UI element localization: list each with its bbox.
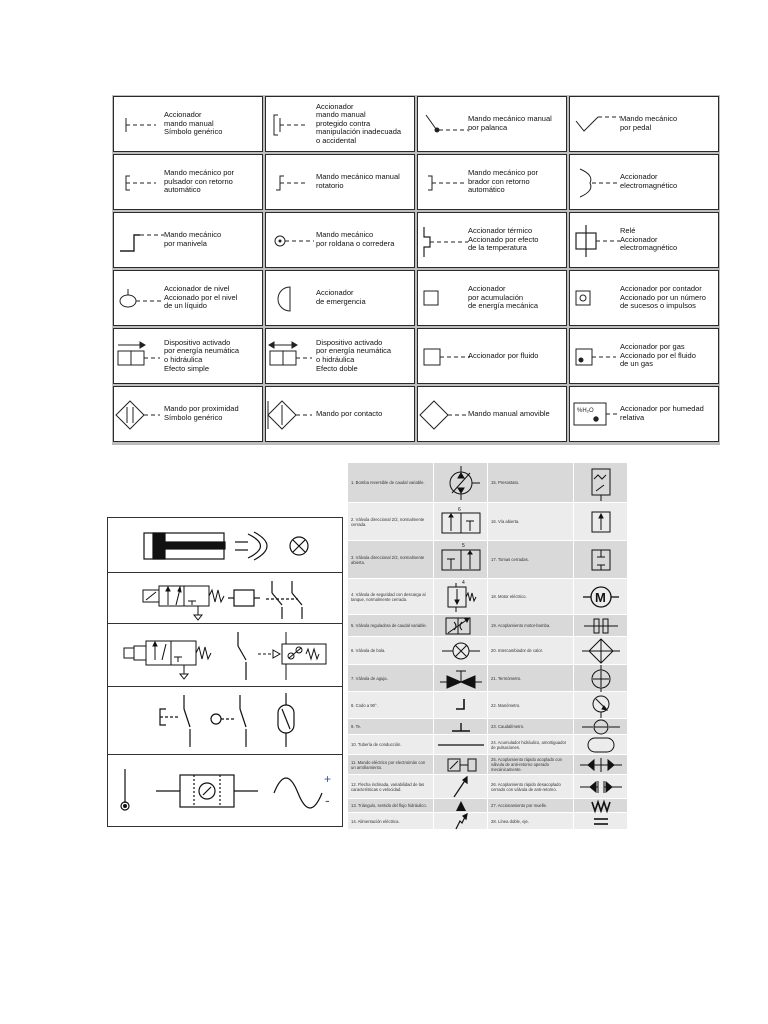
- cell-label: Accionador por fluido: [468, 350, 539, 360]
- cell-label: Mando por proximidad Símbolo genérico: [164, 404, 239, 422]
- table-row: [348, 665, 628, 692]
- actuator-symbol-table: [112, 95, 720, 445]
- symbol-description: 22. Manómetro.: [488, 692, 574, 719]
- cell-label: Accionador de emergencia: [316, 288, 366, 306]
- reed-switch-icon: [278, 693, 294, 747]
- open-way-icon: [574, 503, 628, 541]
- cell-thermal: [417, 212, 567, 268]
- lamp-icon: [290, 537, 308, 555]
- tee-icon: [434, 719, 488, 735]
- needle-valve-icon: [434, 665, 488, 692]
- cell-label: Mando mecánico por pedal: [620, 114, 678, 132]
- accumulator-icon: [574, 735, 628, 755]
- roller-switch-icon: [211, 695, 246, 747]
- safety-valve-icon: [434, 579, 488, 615]
- table-row: [348, 579, 628, 615]
- table-row: [348, 813, 628, 830]
- symbol-description: 21. Termómetro.: [488, 665, 574, 692]
- heat-exchanger-icon: [574, 637, 628, 665]
- cell-removable: [417, 386, 567, 442]
- pump-icon: [434, 463, 488, 503]
- switch-contact-icon: [238, 632, 246, 680]
- plus-sign: +: [324, 772, 332, 786]
- triangle-icon: [434, 799, 488, 813]
- cell-label: Mando mecánico por brador con retorno automático: [468, 168, 539, 195]
- symbol-row: [108, 687, 342, 755]
- cell-label: Accionador por gas Accionado por el fluido de un gas: [620, 342, 696, 369]
- pipe-icon: [434, 735, 488, 755]
- symbol-description: 3. Válvula direccional 2/2, normalmente abierta.: [348, 541, 434, 579]
- table-row: [348, 692, 628, 719]
- cell-label: Mando mecánico manual rotatorio: [316, 172, 400, 190]
- solenoid-valve-icon: [143, 586, 224, 620]
- cylinder-icon: [144, 533, 225, 559]
- cell-roller: [265, 212, 415, 268]
- cell-contact: [265, 386, 415, 442]
- symbol-description: 8. Codo a 90°.: [348, 692, 434, 719]
- motor-icon: [574, 579, 628, 615]
- meter-icon: [156, 775, 258, 807]
- cell-label: Mando mecánico por pulsador con retorno automático: [164, 168, 235, 195]
- spring-icon: [574, 799, 628, 813]
- cell-emergency: [265, 270, 415, 326]
- cell-label: Mando mecánico por manivela: [164, 230, 222, 248]
- symbol-row: [108, 518, 342, 573]
- relay-coil-icon: [228, 590, 260, 606]
- symbol-row: [108, 624, 342, 687]
- symbol-description: 12. Flecha inclinada, variabilidad de las características o velocidad.: [348, 775, 434, 799]
- cell-rotary: [265, 154, 415, 210]
- table-row: [348, 463, 628, 503]
- table-row: [348, 503, 628, 541]
- cell-counter: [569, 270, 719, 326]
- symbol-description: 9. Te.: [348, 719, 434, 735]
- switch-contacts-icon: [266, 581, 302, 619]
- symbol-description: 25. Acoplamiento rápido acoplado con válvula de anti-retorno operado mecánicamente.: [488, 755, 574, 775]
- cell-pushbutton: [113, 154, 263, 210]
- coupling-icon: [574, 615, 628, 637]
- symbol-description: 28. Línea doble, eje.: [488, 813, 574, 830]
- cell-lever: [417, 96, 567, 152]
- table-row: [348, 541, 628, 579]
- horn-icon: [235, 532, 267, 560]
- cell-label: Accionador de nivel Accionado por el nivel de un líquido: [164, 284, 238, 311]
- symbol-description: 23. Caudalímetro.: [488, 719, 574, 735]
- minus-sign: -: [325, 792, 330, 808]
- cell-manual-generic: [113, 96, 263, 152]
- symbol-description: 2. Válvula direccional 2/2, normalmente cerrada.: [348, 503, 434, 541]
- cell-humidity: [569, 386, 719, 442]
- symbol-description: 11. Mando eléctrico por electroimán con un arrollamiento.: [348, 755, 434, 775]
- elbow-icon: [434, 692, 488, 719]
- table-row: [348, 735, 628, 755]
- cell-label: Relé Accionador electromagnético: [620, 226, 678, 253]
- ground-terminal-icon: [121, 769, 129, 810]
- symbol-description: 15. Presostato.: [488, 463, 574, 503]
- push-switch-icon: [160, 695, 190, 747]
- electric-supply-icon: [434, 813, 488, 830]
- symbol-description: 26. Acoplamiento rápido desacoplado cerrado con válvula de anti-retorno.: [488, 775, 574, 799]
- table-row: [348, 637, 628, 665]
- electrical-symbol-panel: [107, 517, 343, 827]
- cell-label: Accionador por contador Accionado por un número de sucesos o impulsos: [620, 284, 706, 311]
- valve-22-no-icon: [434, 541, 488, 579]
- cell-crank: [113, 212, 263, 268]
- cell-pedal: [569, 96, 719, 152]
- flowmeter-icon: [574, 719, 628, 735]
- cell-gas: [569, 328, 719, 384]
- closed-ports-icon: [574, 541, 628, 579]
- thermometer-icon: [574, 665, 628, 692]
- quick-uncoupled-icon: [574, 775, 628, 799]
- cell-electromagnetic: [569, 154, 719, 210]
- cell-label: Mando mecánico por roldana o corredera: [316, 230, 395, 248]
- table-row: [348, 615, 628, 637]
- symbol-row: [108, 755, 342, 826]
- symbol-description: 7. Válvula de aguja.: [348, 665, 434, 692]
- symbol-description: 6. Válvula de bola.: [348, 637, 434, 665]
- cell-manual-protected: [265, 96, 415, 152]
- cell-proximity: [113, 386, 263, 442]
- symbol-description: 13. Triángulo, sentido del flujo hidráulico.: [348, 799, 434, 813]
- pressure-switch-icon: [574, 463, 628, 503]
- cell-single-acting: [113, 328, 263, 384]
- table-row: [348, 775, 628, 799]
- symbol-description: 10. Tubería de conducción.: [348, 735, 434, 755]
- cell-label: Dispositivo activado por energía neumática o hidráulica Efecto doble: [316, 337, 392, 373]
- valve-22-nc-icon: [434, 503, 488, 541]
- flow-regulator-icon: [434, 615, 488, 637]
- cell-fluid: [417, 328, 567, 384]
- port-number: 4: [462, 580, 465, 586]
- table-row: [348, 755, 628, 775]
- ball-valve-icon: [434, 637, 488, 665]
- cell-label: Mando manual amovible: [468, 408, 550, 418]
- solenoid-valve-2-icon: [124, 641, 211, 679]
- cell-label: Dispositivo activado por energía neumática o hidráulica Efecto simple: [164, 337, 240, 373]
- table-row: [348, 719, 628, 735]
- cell-label: Accionador mando manual Símbolo genérico: [164, 110, 223, 137]
- cell-label: Mando por contacto: [316, 408, 383, 418]
- symbol-description: 1. Bomba reversible de caudal variable.: [348, 463, 434, 503]
- hydraulic-symbol-table: [348, 463, 628, 830]
- proximity-sensor-icon: [258, 632, 326, 680]
- table-row: [348, 799, 628, 813]
- cell-label: Accionador mando manual protegido contra manipulación inadecuada o accidental: [316, 101, 402, 145]
- symbol-description: 19. Acoplamiento motor-bomba.: [488, 615, 574, 637]
- variable-arrow-icon: [434, 775, 488, 799]
- cell-label: Accionador por humedad relativa: [620, 404, 704, 422]
- cell-label: Accionador por acumulación de energía mecánica: [468, 284, 539, 311]
- symbol-description: 14. Alimentación eléctrica.: [348, 813, 434, 830]
- ac-wave-icon: [274, 778, 322, 808]
- cell-label: Accionador electromagnético: [620, 172, 678, 190]
- symbol-description: 4. Válvula de seguridad con descarga al tanque, normalmente cerrada.: [348, 579, 434, 615]
- symbol-description: 27. Accionamiento por muelle.: [488, 799, 574, 813]
- manometer-icon: [574, 692, 628, 719]
- symbol-description: 24. Acumulador hidráulico, amortiguador de pulsaciones.: [488, 735, 574, 755]
- symbol-description: 20. Intercambiador de calor.: [488, 637, 574, 665]
- symbol-description: 5. Válvula reguladora de caudal variable.: [348, 615, 434, 637]
- cell-relay: [569, 212, 719, 268]
- cell-level: [113, 270, 263, 326]
- cell-label: Accionador térmico Accionado por efecto de la temperatura: [468, 226, 539, 253]
- quick-coupling-icon: [574, 755, 628, 775]
- port-number: 5: [462, 543, 465, 549]
- port-number: 6: [458, 507, 461, 513]
- cell-pull: [417, 154, 567, 210]
- symbol-row: [108, 573, 342, 624]
- double-line-icon: [574, 813, 628, 830]
- solenoid-icon: [434, 755, 488, 775]
- symbol-description: 16. Vía abierta.: [488, 503, 574, 541]
- symbol-description: 18. Motor eléctrico.: [488, 579, 574, 615]
- motor-letter: M: [595, 590, 606, 605]
- cell-label: Mando mecánico manual por palanca: [468, 114, 552, 132]
- symbol-description: 17. Tomas cerradas.: [488, 541, 574, 579]
- cell-double-acting: [265, 328, 415, 384]
- cell-accumulation: [417, 270, 567, 326]
- humidity-text: %H₂O: [577, 408, 594, 414]
